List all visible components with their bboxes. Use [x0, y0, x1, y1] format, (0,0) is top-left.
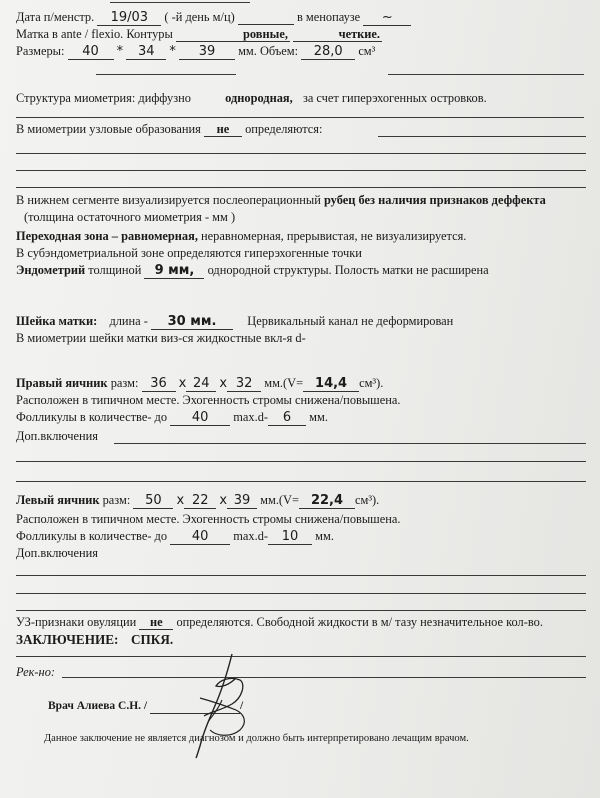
- endometrium-rest: однородной структуры. Полость матки не расширена: [207, 263, 489, 277]
- rule: [378, 136, 586, 137]
- right-ovary-follicles: 40: [170, 411, 230, 426]
- ovulation-rest: определяются. Свободной жидкости в м/ тазу незначительное кол-во.: [176, 615, 543, 629]
- left-ovary-vol-prefix: мм.(V=: [260, 493, 299, 507]
- row-left-ovary-extra: [16, 546, 98, 560]
- row-left-ovary-follicles: [16, 529, 334, 545]
- row-structure: [16, 91, 487, 105]
- cervix-length-label: длина -: [109, 314, 148, 328]
- endometrium-thickness: [144, 264, 204, 279]
- nodes-rest: определяются:: [245, 122, 323, 136]
- rule: [16, 656, 586, 657]
- rule: [96, 74, 236, 75]
- row-right-ovary: Правый яичник разм: 36 x 24 x 32 мм.(V= 14,4 см³).: [16, 376, 384, 391]
- scar-line1-a: В нижнем сегменте визуализируется послеоперационный: [16, 193, 321, 207]
- subendo-text: В субэндометриальной зоне определяются гиперэхогенные точки: [16, 246, 362, 260]
- row-left-ovary: Левый яичник разм: 50 x 22 x 39 мм.(V= 22,4 см³).: [16, 493, 380, 508]
- right-ovary-label: Правый яичник: [16, 376, 108, 390]
- right-ovary-location: Расположен в типичном месте. Эхогенность стромы снижена/повышена.: [16, 393, 401, 407]
- cervix-length-value: 30 мм.: [167, 314, 217, 329]
- row-ovulation: [16, 615, 543, 630]
- left-ovary-max-d: 10: [268, 530, 312, 545]
- zone-rest: неравномерная, прерывистая, не визуализируется.: [201, 229, 467, 243]
- left-ovary-max-label: max.d-: [233, 529, 269, 543]
- row-subendo: [16, 246, 362, 260]
- zone-label: Переходная зона – равномерная,: [16, 229, 198, 243]
- rule: [16, 117, 584, 118]
- rule: [16, 461, 586, 462]
- rule: [114, 443, 586, 444]
- row-scar-2: [24, 210, 235, 224]
- row-conclusion: [16, 633, 173, 647]
- structure-rest: за счет гиперэхогенных островков.: [302, 91, 487, 105]
- row-right-ovary-extra: [16, 429, 98, 443]
- rec-label: Рек-но:: [16, 665, 56, 679]
- row-right-ovary-follicles: [16, 410, 328, 426]
- rule: [62, 677, 586, 678]
- nodes-value: не: [216, 122, 230, 136]
- left-ovary-follicles-label: Фолликулы в количестве- до: [16, 529, 168, 543]
- uterus-unit-mm: мм. Объем:: [238, 44, 299, 58]
- contour-1: [176, 27, 290, 42]
- row-right-ovary-location: [16, 393, 400, 407]
- row-zone: [16, 229, 466, 243]
- ovulation-label: УЗ-признаки овуляции: [16, 615, 137, 629]
- left-ovary-follicles: 40: [170, 530, 230, 545]
- date-value: 19/03: [97, 11, 161, 26]
- left-ovary-volume: [299, 494, 355, 509]
- cervix-label: Шейка матки:: [16, 314, 98, 328]
- rule: [16, 610, 586, 611]
- row-date: [16, 10, 411, 26]
- right-ovary-extra: Доп.включения: [16, 429, 98, 443]
- row-uterus-position: [16, 27, 382, 42]
- right-ovary-vol-suffix: см³).: [359, 376, 384, 390]
- left-ovary-d1: 50: [133, 494, 173, 509]
- row-endometrium: [16, 263, 489, 279]
- structure-value: однородная,: [225, 91, 293, 105]
- cycle-day-label: ( -й день м/ц): [164, 10, 235, 24]
- conclusion-label: ЗАКЛЮЧЕНИЕ:: [16, 632, 119, 647]
- rule: [16, 575, 586, 576]
- uterus-d2: 34: [126, 45, 166, 60]
- endometrium-label: Эндометрий: [16, 263, 86, 277]
- row-cervix: [16, 314, 453, 330]
- right-ovary-max-d: 6: [268, 411, 306, 426]
- left-ovary-volume-value: 22,4: [310, 493, 344, 508]
- scar-line1-b: рубец без наличия признаков деффекта: [323, 193, 546, 207]
- endometrium-thick-label: толщиной: [88, 263, 142, 277]
- left-ovary-extra: Доп.включения: [16, 546, 98, 560]
- uterus-volume: 28,0: [301, 45, 355, 60]
- row-left-ovary-location: [16, 512, 400, 526]
- rule: [16, 481, 586, 482]
- date-label: Дата п/менстр.: [16, 10, 95, 24]
- top-rule: [110, 2, 250, 3]
- uterus-size-label: Размеры:: [16, 44, 65, 58]
- cervix-canal: Цервикальный канал не деформирован: [247, 314, 454, 328]
- left-ovary-unit: мм.: [315, 529, 334, 543]
- left-ovary-d3: 39: [227, 494, 257, 509]
- menopause-label: в менопаузе: [296, 10, 361, 24]
- nodes-label: В миометрии узловые образования: [16, 122, 201, 136]
- uterus-d1: 40: [68, 45, 114, 60]
- right-ovary-d1: 36: [142, 377, 176, 392]
- right-ovary-d2: 24: [186, 377, 216, 392]
- scar-line2: (толщина остаточного миометрия - мм ): [24, 210, 236, 224]
- doctor-slash: /: [239, 700, 244, 712]
- ovulation-value-wrap: [139, 615, 173, 630]
- menopause-value: ~: [363, 11, 411, 26]
- uterus-position-text: Матка в ante / flexio. Контуры: [16, 27, 173, 41]
- left-ovary-d2: 22: [184, 494, 216, 509]
- structure-label: Структура миометрия: диффузно: [16, 91, 191, 105]
- signature-image: [170, 650, 280, 760]
- right-ovary-volume: [303, 377, 359, 392]
- cervix-inclusions: В миометрии шейки матки виз-ся жидкостные вкл-я d-: [16, 331, 306, 345]
- rule: [388, 74, 584, 75]
- right-ovary-follicles-label: Фолликулы в количестве- до: [16, 410, 168, 424]
- uterus-unit-cm3: см³: [358, 44, 376, 58]
- row-rec: [16, 665, 55, 679]
- conclusion-value: СПКЯ.: [131, 632, 174, 647]
- rule: [16, 170, 586, 171]
- left-ovary-label: Левый яичник: [16, 493, 100, 507]
- row-scar: [16, 193, 546, 207]
- right-ovary-d3: 32: [227, 377, 261, 392]
- right-ovary-max-label: max.d-: [233, 410, 269, 424]
- contour-1-value: ровные,: [243, 27, 288, 41]
- contour-2-value: четкие.: [338, 27, 381, 41]
- nodes-value-wrap: [204, 122, 242, 137]
- right-ovary-vol-prefix: мм.(V=: [264, 376, 304, 390]
- left-ovary-size-label: разм:: [102, 493, 131, 507]
- left-ovary-vol-suffix: см³).: [355, 493, 380, 507]
- row-nodes: [16, 122, 322, 137]
- uterus-d3: 39: [179, 45, 235, 60]
- rule: [16, 153, 586, 154]
- doctor-label: Врач Алиева С.Н. /: [48, 700, 148, 712]
- rule: [16, 187, 586, 188]
- cervix-length: [151, 315, 233, 330]
- cycle-day-blank: [238, 10, 294, 25]
- disclaimer-text: Данное заключение не является диагнозом и должно быть интерпретировано лечащим врачом.: [44, 733, 469, 744]
- right-ovary-unit: мм.: [309, 410, 328, 424]
- ovulation-value: не: [150, 615, 163, 629]
- right-ovary-volume-value: 14,4: [315, 376, 348, 391]
- contour-2: [293, 27, 382, 42]
- right-ovary-size-label: разм:: [110, 376, 139, 390]
- endometrium-thickness-value: 9 мм,: [154, 263, 195, 278]
- left-ovary-location: Расположен в типичном месте. Эхогенность стромы снижена/повышена.: [16, 512, 401, 526]
- row-cervix-incl: [16, 331, 306, 345]
- rule: [16, 593, 586, 594]
- row-uterus-size: Размеры: 40 * 34 * 39 мм. Объем: 28,0 см³: [16, 44, 376, 59]
